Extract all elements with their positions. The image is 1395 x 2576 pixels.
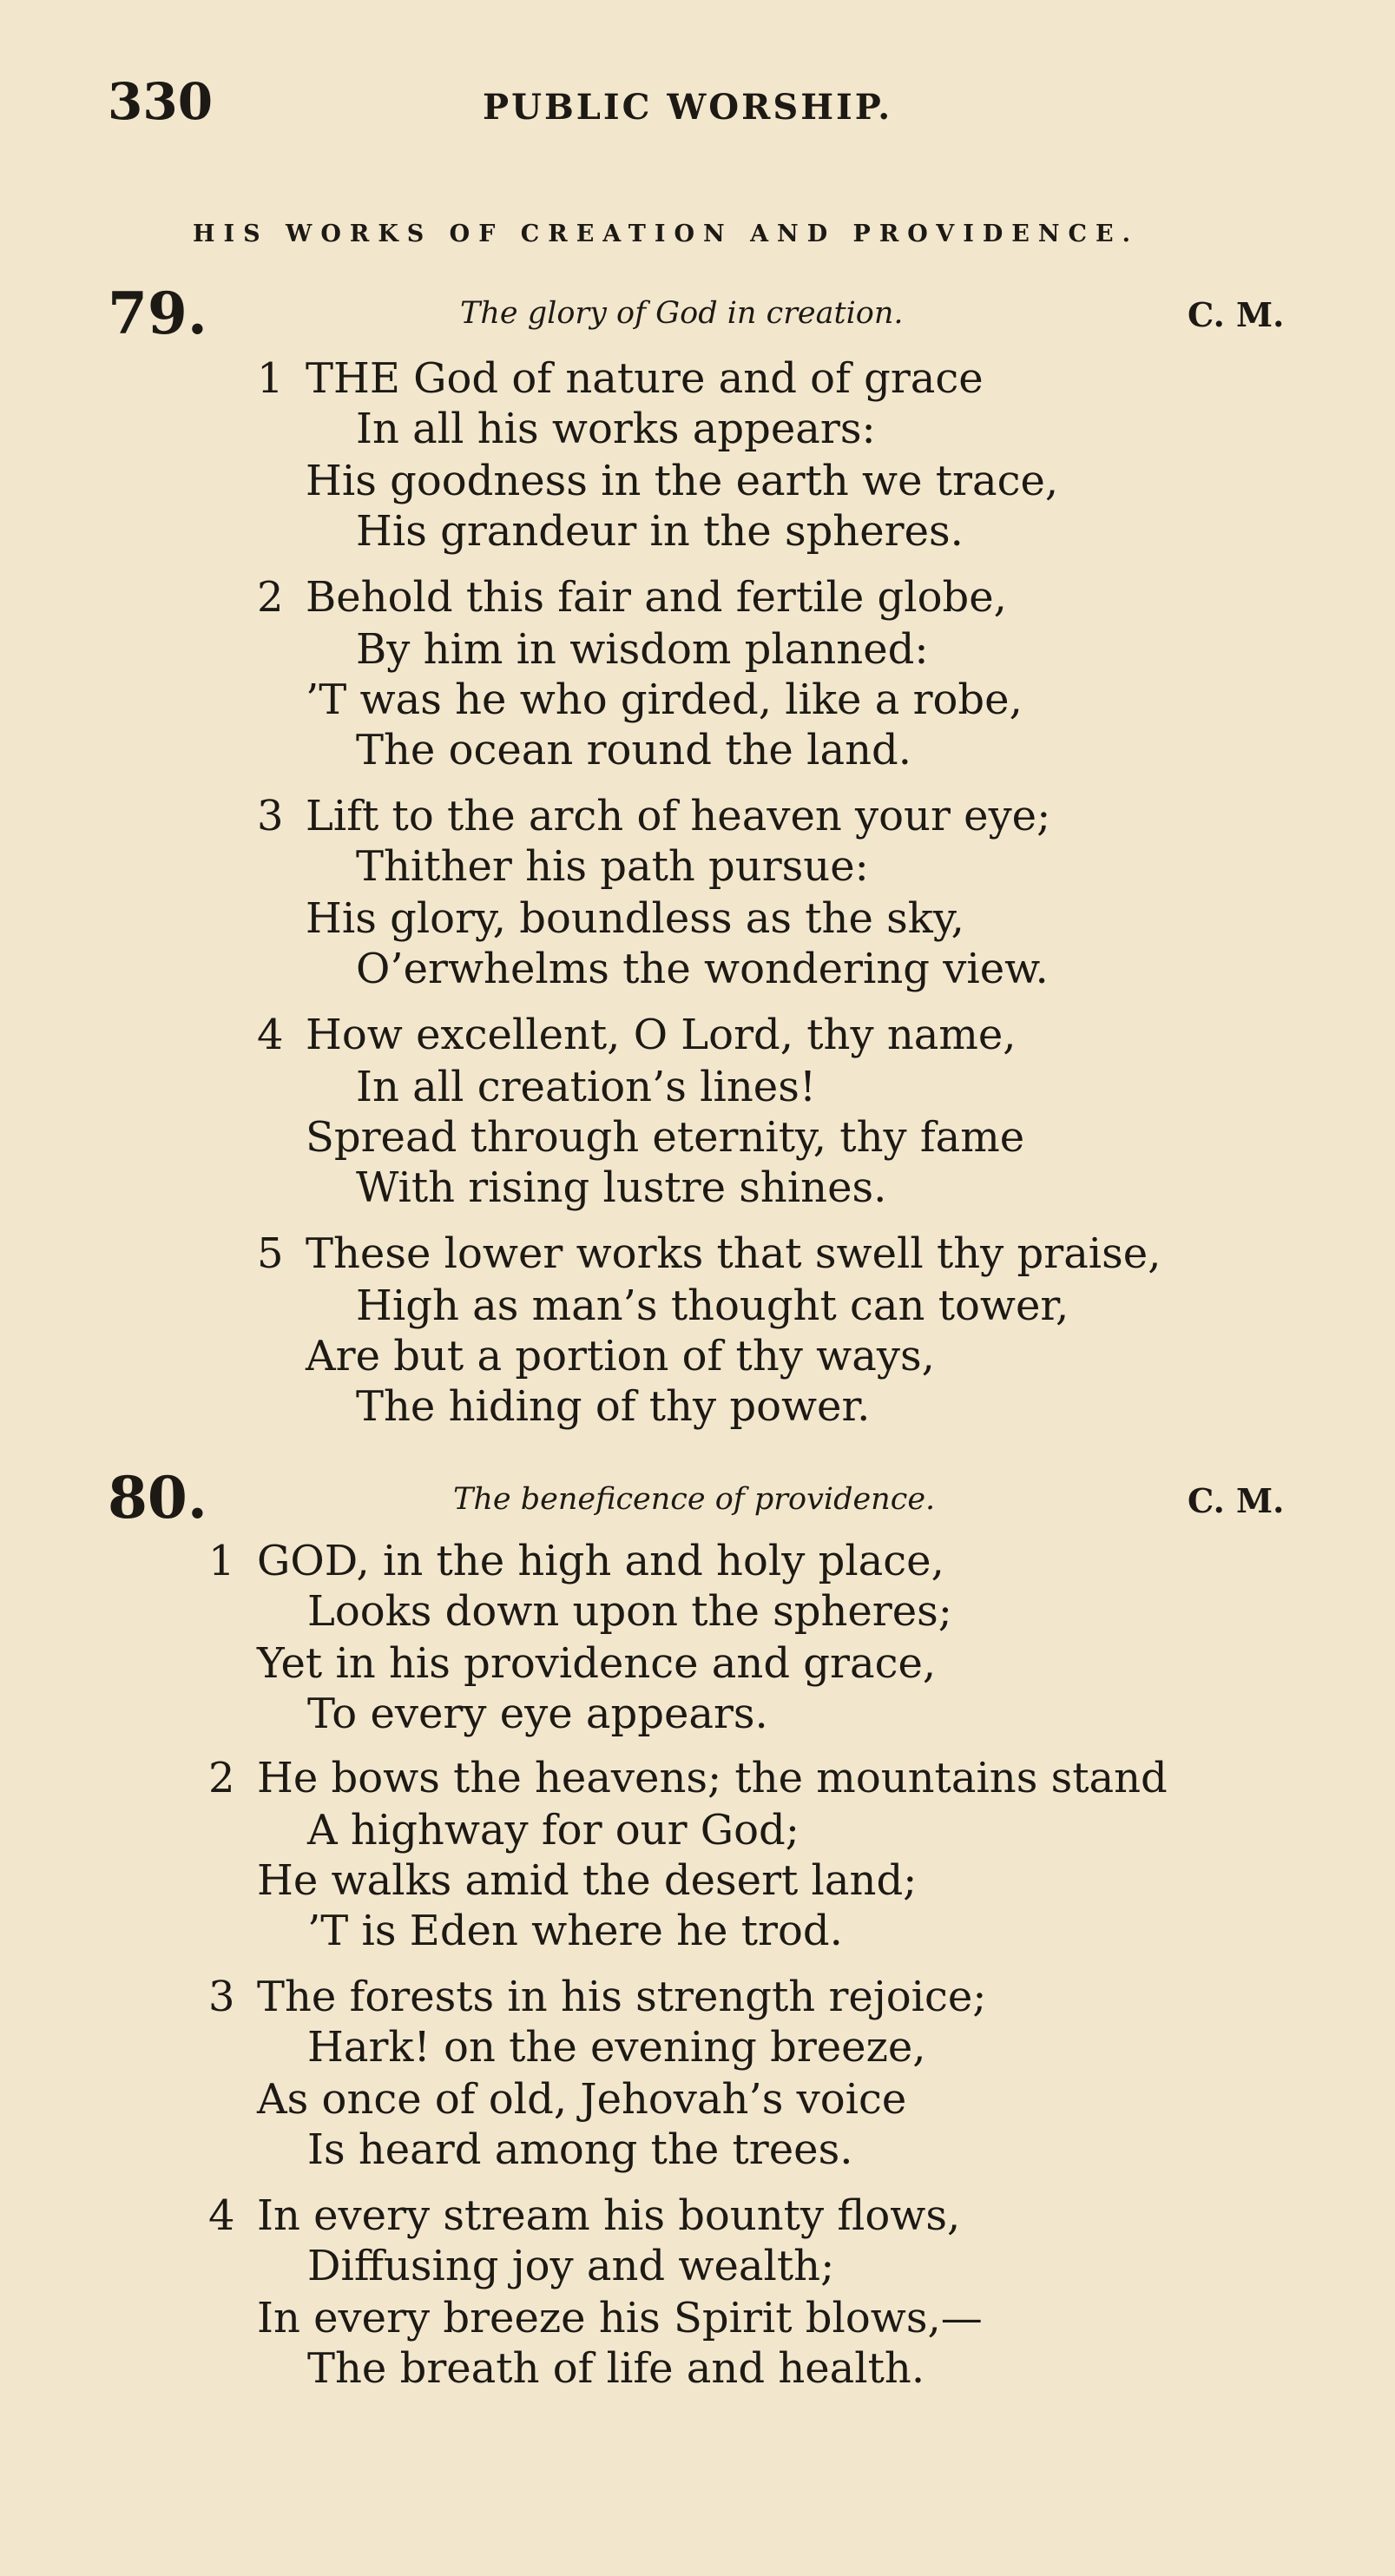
hymn-number: 79.	[108, 280, 207, 347]
hymn-title: The beneficence of providence.	[453, 1482, 936, 1517]
hymn-meter: C. M.	[1188, 295, 1285, 334]
verse-line: In every breeze his Spirit blows,—	[257, 2294, 983, 2342]
verse-line: He walks amid the desert land;	[257, 1856, 918, 1905]
verse-line: A highway for our God;	[307, 1806, 799, 1855]
verse-line: The forests in his strength rejoice;	[257, 1973, 987, 2021]
verse-line: The hiding of thy power.	[356, 1382, 871, 1431]
verse-line: Behold this fair and fertile globe,	[306, 573, 1007, 622]
stanza-number: 4	[257, 1011, 284, 1059]
stanza-number: 5	[257, 1229, 284, 1278]
verse-line: These lower works that swell thy praise,	[306, 1229, 1161, 1278]
verse-line: His goodness in the earth we trace,	[306, 457, 1059, 505]
stanza-number: 3	[257, 792, 284, 840]
section-heading: HIS WORKS OF CREATION AND PROVIDENCE.	[193, 221, 1140, 247]
verse-line: Hark! on the evening breeze,	[307, 2023, 926, 2072]
verse-line: Looks down upon the spheres;	[307, 1587, 952, 1636]
running-title: PUBLIC WORSHIP.	[483, 87, 893, 128]
verse-line: Thither his path pursue:	[356, 842, 869, 891]
stanza-number: 2	[208, 1754, 235, 1802]
verse-line: The breath of life and health.	[307, 2344, 925, 2393]
verse-line: With rising lustre shines.	[356, 1163, 887, 1212]
verse-line: His glory, boundless as the sky,	[306, 894, 964, 943]
verse-line: He bows the heavens; the mountains stand	[257, 1754, 1168, 1802]
verse-line: Lift to the arch of heaven your eye;	[306, 792, 1051, 840]
stanza-number: 4	[208, 2191, 235, 2240]
page-number: 330	[108, 72, 214, 131]
hymn-number: 80.	[108, 1464, 207, 1532]
stanza-number: 3	[208, 1973, 235, 2021]
verse-line: Are but a portion of thy ways,	[306, 1332, 935, 1380]
verse-line: As once of old, Jehovah’s voice	[257, 2075, 907, 2124]
stanza-number: 1	[257, 354, 284, 403]
verse-line: O’erwhelms the wondering view.	[356, 945, 1049, 993]
verse-line: His grandeur in the spheres.	[356, 507, 964, 556]
verse-line: Is heard among the trees.	[307, 2125, 853, 2174]
verse-line: Spread through eternity, thy fame	[306, 1113, 1025, 1162]
verse-line: How excellent, O Lord, thy name,	[306, 1011, 1017, 1059]
verse-line: Yet in his providence and grace,	[257, 1639, 937, 1688]
verse-line: In every stream his bounty flows,	[257, 2191, 961, 2240]
hymn-meter: C. M.	[1188, 1481, 1285, 1520]
stanza-number: 1	[208, 1537, 235, 1585]
verse-line: ’T is Eden where he trod.	[307, 1907, 843, 1955]
verse-line: The ocean round the land.	[356, 726, 911, 774]
verse-line: High as man’s thought can tower,	[356, 1281, 1069, 1330]
verse-line: By him in wisdom planned:	[356, 625, 929, 674]
verse-line: Diffusing joy and wealth;	[307, 2242, 835, 2290]
verse-line: THE God of nature and of grace	[306, 354, 984, 403]
verse-line: GOD, in the high and holy place,	[257, 1537, 944, 1585]
verse-line: In all creation’s lines!	[356, 1063, 817, 1111]
hymn-title: The glory of God in creation.	[460, 296, 904, 331]
verse-line: In all his works appears:	[356, 405, 876, 453]
verse-line: To every eye appears.	[307, 1690, 768, 1738]
verse-line: ’T was he who girded, like a robe,	[306, 675, 1023, 724]
stanza-number: 2	[257, 573, 284, 622]
